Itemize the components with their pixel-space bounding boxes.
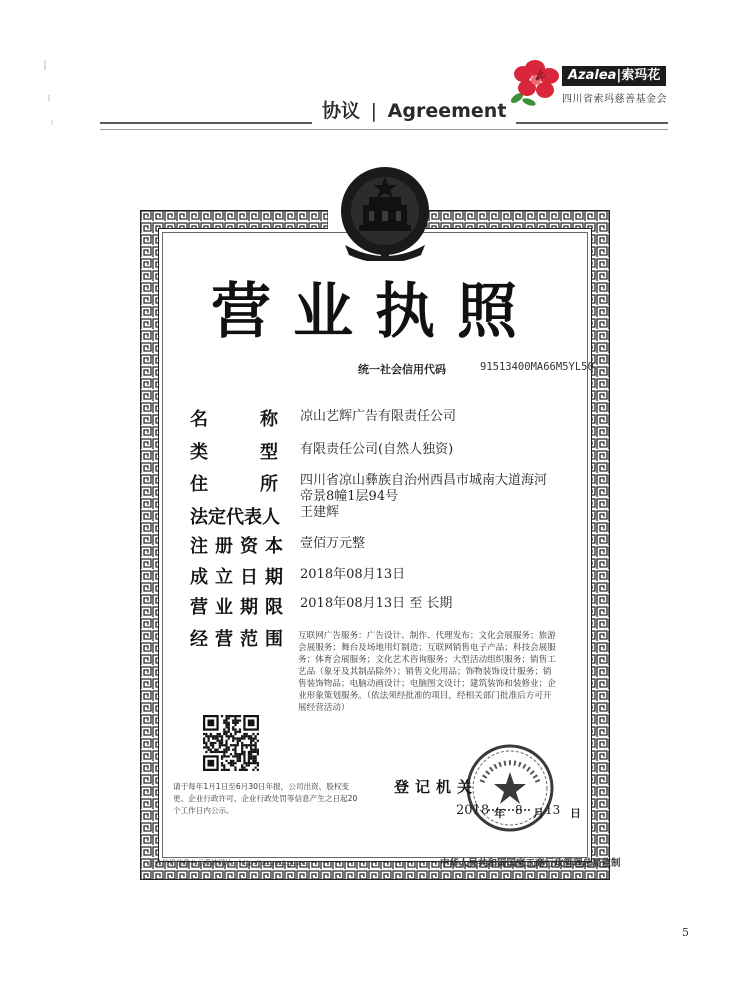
credit-code-value: 91513400MA66M5YL50	[480, 361, 594, 373]
term-value: 2018年08月13日 至 长期	[300, 596, 453, 611]
address-value-line2: 帝景8幢1层94号	[300, 489, 399, 504]
logo-name-cn: 索玛花	[621, 68, 661, 83]
registration-authority-label: 登记机关	[394, 778, 479, 796]
header-rule-secondary	[100, 129, 668, 130]
address-value-line1: 四川省凉山彝族自治州西昌市城南大道海河	[300, 473, 548, 488]
header-separator: |	[370, 100, 378, 122]
credit-code-label: 统一社会信用代码	[358, 363, 446, 376]
registration-month: 8	[515, 803, 523, 817]
established-label: 成立日期	[190, 567, 290, 588]
name-label	[190, 405, 330, 431]
registration-day-char: 日	[570, 807, 581, 820]
capital-value: 壹佰万元整	[300, 536, 366, 551]
address-label-text: 住所	[190, 474, 330, 495]
legal-rep-value: 王建辉	[300, 505, 340, 520]
credit-system-url: 企业信用信息公示系统网址：http://sc.gsxt.gov.cn	[148, 859, 311, 867]
certificate-title: 营业执照	[211, 277, 539, 347]
qr-code-icon[interactable]	[203, 715, 259, 771]
page-number: 5	[682, 926, 689, 939]
registration-month-char: 月	[533, 807, 544, 820]
scope-label: 经营范围	[190, 629, 290, 650]
issuing-authority-footer: 中华人民共和国国家工商行政管理总局监制	[440, 858, 621, 869]
scope-value: 互联网广告服务：广告设计、制作、代理发布；文化会展服务；旅游会展服务；舞台及场地用灯制造；互联网销售电子产品；科技会展服务；体育会展服务；文化艺术咨询服务；大型活动组织服务；销售工艺品（象牙及其制品除外）；销售文化用品；饰物装饰设计服务；销售装饰物品；电脑动画设计；电脑图文设计；建筑装饰和装修业；企业形象策划服务。（依法须经批准的项目，经相关部门批准后方可开展经营活动）	[298, 631, 556, 713]
header-title-en: Agreement	[387, 100, 507, 122]
header-title-cn: 协议	[322, 100, 361, 122]
logo-banner	[562, 66, 666, 86]
page-header-title	[312, 96, 516, 126]
type-value: 有限责任公司(自然人独资)	[300, 442, 454, 457]
address-label	[190, 470, 330, 496]
foundation-logo	[505, 52, 675, 112]
registration-year: 2018	[456, 803, 490, 818]
established-value: 2018年08月13日	[300, 567, 406, 582]
registration-day: 13	[545, 803, 561, 817]
annual-report-notice: 请于每年1月1日至6月30日年报，公司出资、股权变更、企业行政许可、企业行政处罚等信息产生之日起20个工作日内公示。	[173, 782, 358, 815]
capital-label: 注册资本	[190, 536, 290, 557]
national-emblem-icon	[335, 163, 435, 261]
name-value: 凉山艺辉广告有限责任公司	[300, 409, 457, 424]
registration-year-char: 年	[494, 807, 505, 820]
logo-divider: |	[616, 68, 622, 83]
type-label	[190, 438, 330, 464]
name-label-text: 名称	[190, 409, 330, 430]
term-label: 营业期限	[190, 597, 290, 618]
logo-name-en: Azalea	[568, 68, 617, 83]
type-label-text: 类型	[190, 442, 330, 463]
azalea-flower-icon	[505, 52, 565, 112]
logo-subtitle: 四川省索玛慈善基金会	[562, 94, 667, 105]
legal-rep-label: 法定代表人	[190, 507, 280, 528]
